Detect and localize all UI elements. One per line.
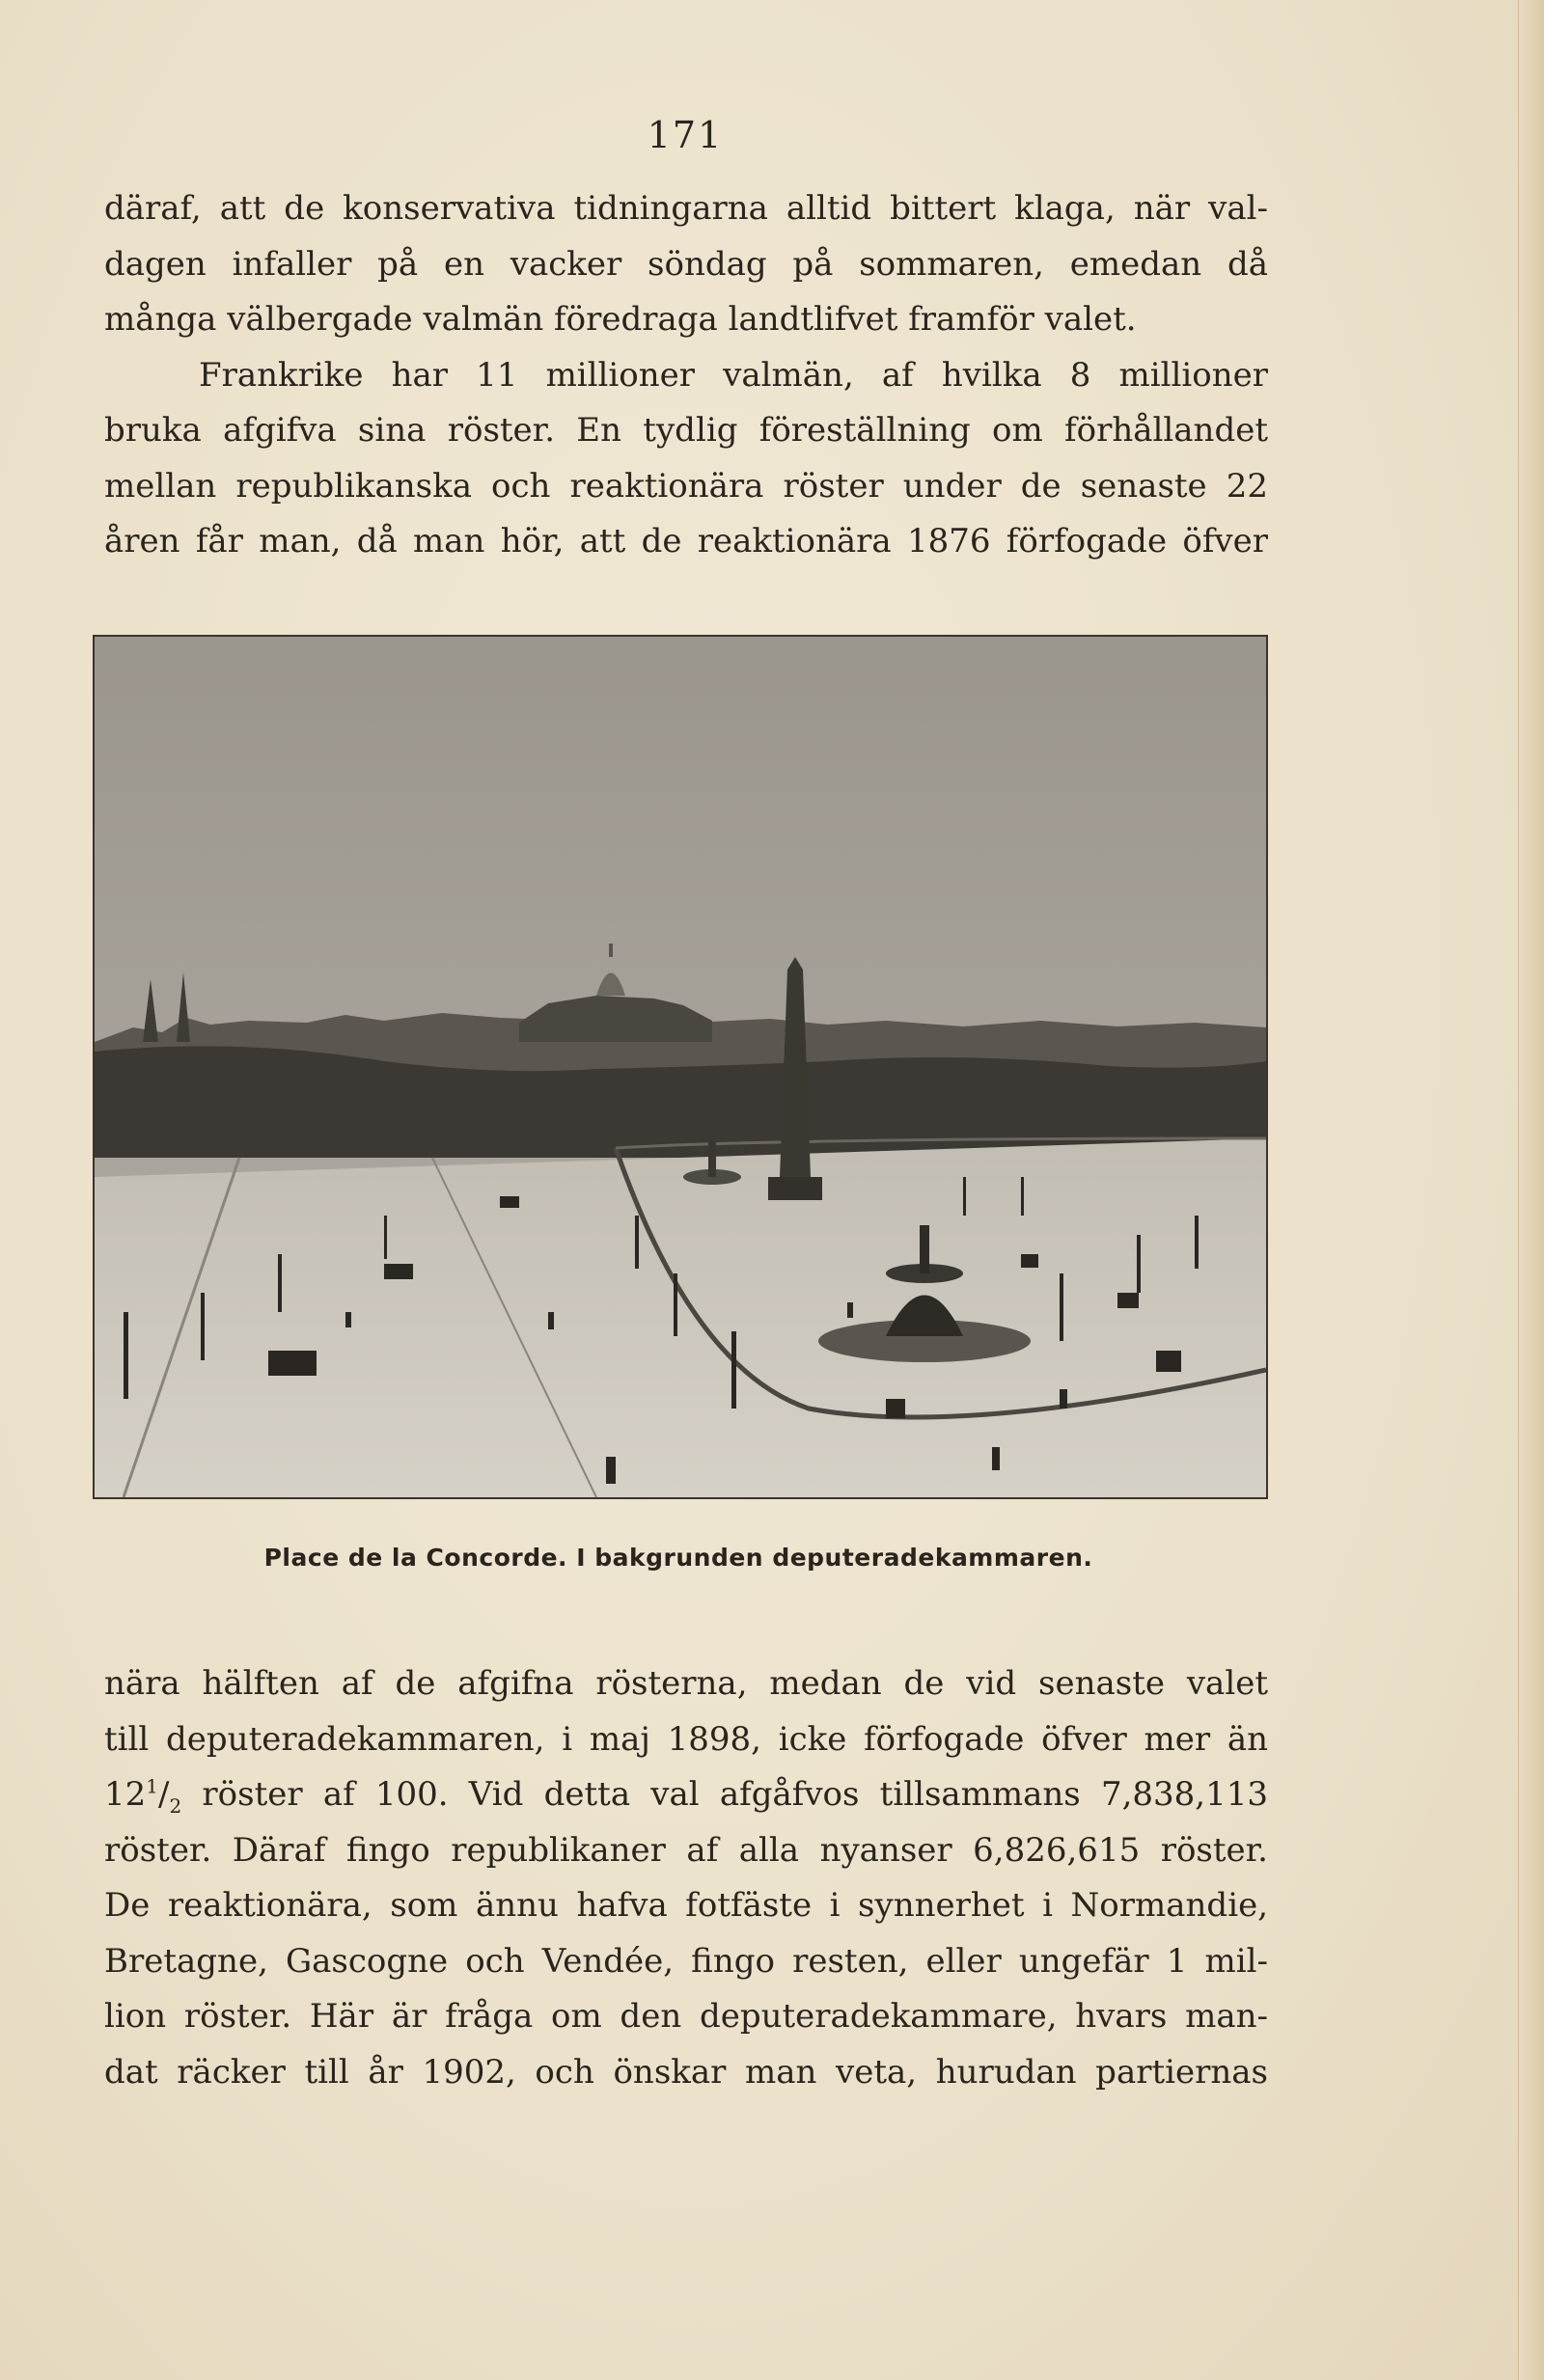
text-line: lion röster. Här är fråga om den deputeradekammare, hvars man-: [104, 1997, 1268, 2036]
text-line: många välbergade valmän föredraga landtlifvet framför valet.: [104, 300, 1137, 339]
text-line: Bretagne, Gascogne och Vendée, fingo resten, eller ungefär 1 mil-: [104, 1941, 1268, 1981]
text-line: däraf, att de konservativa tidningarna alltid bittert klaga, när val-: [104, 189, 1268, 228]
text-line: nära hälften af de afgifna rösterna, medan de vid senaste valet: [104, 1664, 1268, 1703]
text-line: mellan republikanska och reaktionära röster under de senaste 22: [104, 466, 1268, 506]
photo-place-de-la-concorde: [93, 635, 1268, 1499]
text-line: De reaktionära, som ännu hafva fotfäste i synnerhet i Normandie,: [104, 1886, 1268, 1925]
photo-illustration: [95, 637, 1266, 1497]
fraction-denominator: 2: [169, 1793, 182, 1818]
text-line: dagen infaller på en vacker söndag på sommaren, emedan då: [104, 244, 1268, 284]
text-block-bottom: [104, 1656, 1268, 2100]
page-edge: [1518, 0, 1544, 2380]
page-number: 171: [647, 114, 724, 156]
fraction-numerator: 1: [146, 1774, 158, 1798]
text-line: till deputeradekammaren, i maj 1898, icke förfogade öfver mer än: [104, 1719, 1268, 1759]
text-line: Frankrike har 11 millioner valmän, af hvilka 8 millioner: [199, 355, 1268, 395]
text-line: bruka afgifva sina röster. En tydlig föreställning om förhållandet: [104, 411, 1268, 450]
text-line: åren får man, då man hör, att de reaktionära 1876 förfogade öfver: [104, 522, 1268, 561]
text-line: röster. Däraf fingo republikaner af alla nyanser 6,826,615 röster.: [104, 1830, 1268, 1870]
figure-caption: Place de la Concorde. I bakgrunden deputeradekammaren.: [263, 1544, 1093, 1572]
text-line: dat räcker till år 1902, och önskar man veta, hurudan partiernas: [104, 2052, 1268, 2092]
text-line-fraction: $12^1/_2$ röster af 100. Vid detta val afgåfvos tillsammans 7,838,113: [104, 1774, 1268, 1818]
fraction-rest: röster af 100. Vid detta val afgåfvos tillsammans 7,838,113: [202, 1775, 1268, 1814]
fraction-whole: 12: [104, 1775, 147, 1814]
text-block-top: [104, 181, 1268, 570]
